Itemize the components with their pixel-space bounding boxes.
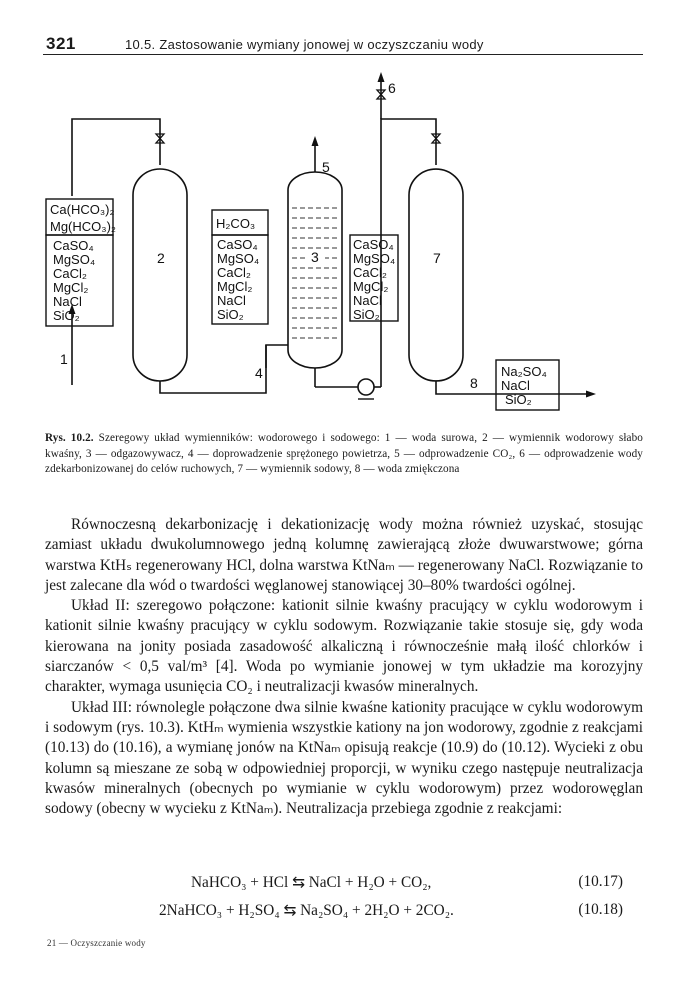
page-header: [43, 34, 643, 56]
column-7: [409, 169, 463, 381]
label-3: 3: [311, 249, 319, 265]
label-1: 1: [60, 351, 68, 367]
after3-salt-2: MgSO₄: [353, 251, 396, 266]
after2-salt-1: CaSO₄: [217, 237, 258, 252]
equation-row: [45, 901, 643, 929]
co2-outlet-arrow: [312, 136, 319, 146]
column-2: [133, 169, 187, 381]
outlet-salt-1: Na₂SO₄: [501, 364, 547, 379]
inlet-salt-5: NaCl: [53, 294, 82, 309]
inlet-salt-6: SiO₂: [53, 308, 80, 323]
after3-salt-6: SiO₂: [353, 307, 380, 322]
degasser-3: [288, 172, 342, 368]
page-number: 321: [46, 34, 76, 53]
page-footer: 21 — Oczyszczanie wody: [47, 938, 146, 948]
after3-salt-1: CaSO₄: [353, 237, 394, 252]
figure-caption: [45, 431, 643, 478]
hard-water-1: Ca(HCO₃)₂: [50, 202, 115, 217]
header-rule: [43, 54, 643, 55]
paragraph: Równoczesną dekarbonizację i dekationizację wody można również uzyskać, stosując zamiast układu dwukolumnowego jedną kolumnę zawierającą złoże dwuwarstwowe; górna warstwa KtHₛ regenerowany HCl, dolna warstwa KtNaₘ — regenerowany NaCl. Rozwiązanie to jest zalecane dla wód o twardości węglanowej stanowiącej 30–80% twardości ogólnej.: [45, 516, 643, 594]
after2-salt-6: SiO₂: [217, 307, 244, 322]
caption-text: Szeregowy układ wymienników: wodorowego i sodowego: 1 — woda surowa, 2 — wymiennik wodorowy słabo kwaśny, 3 — odgazowywacz, 4 — doprowadzenie sprężonego powietrza, 5 — odprowadzenie CO₂, 6 — odprowadzenie wody zdekarbonizowanej do celów ruchowych, 7 — wymiennik sodowy, 8 — woda zmiękczona: [45, 432, 643, 476]
after2-salt-3: CaCl₂: [217, 265, 251, 280]
running-title: 10.5. Zastosowanie wymiany jonowej w oczyszczaniu wody: [125, 37, 484, 52]
feed-pipe-2: [72, 119, 160, 196]
paragraph: Układ III: równolegle połączone dwa silnie kwaśne kationity pracujące w cyklu wodorowym i sodowym (rys. 10.3). KtHₘ wymienia wszystkie kationy na jon wodorowy, zgodnie z reakcjami (10.13) do (10.16), a wymianę jonów na KtNaₘ opisują reakcje (10.9) do (10.12). Wycieki z obu kolumn są mieszane ze sobą w odpowiedniej proporcji, w wyniku czego następuje neutralizacja kwasów mineralnych (obecnych po wymianie w cyklu wodorowym) przez wodorowęglan sodowy (obecny w wycieku z KtNaₘ). Neutralizacja przebiega zgodnie z reakcjami:: [45, 698, 643, 818]
hard-water-2: Mg(HCO₃)₂: [50, 219, 116, 234]
pump: [358, 379, 374, 395]
equation-number: (10.17): [578, 873, 623, 890]
equation-formula: NaHCO₃ + HCl ⇆ NaCl + H₂O + CO₂,: [191, 874, 432, 891]
equations: [45, 873, 643, 929]
degasser-packing: [292, 208, 338, 338]
outlet-salt-3: SiO₂: [505, 392, 532, 407]
inlet-salt-4: MgCl₂: [53, 280, 89, 295]
paragraph: Układ II: szeregowo połączone: kationit silnie kwaśny pracujący w cyklu wodorowym i kationit silnie kwaśny pracujący w cyklu sodowym. Rozwiązanie takie stosuje się, gdy woda kierowana na jonity posiada zasadowość alkaliczną i równocześnie małą ilość chlorków i siarczanów < 0,5 val/m³ [4]. Woda po wymianie jonowej w tym układzie ma korozyjny charakter, wymaga usunięcia CO₂ i neutralizacji kwasów mineralnych.: [45, 597, 643, 696]
label-8: 8: [470, 375, 478, 391]
after2-salt-5: NaCl: [217, 293, 246, 308]
inlet-salt-3: CaCl₂: [53, 266, 87, 281]
equation-row: [45, 873, 643, 901]
after3-salt-5: NaCl: [353, 293, 382, 308]
label-7: 7: [433, 250, 441, 266]
label-6: 6: [388, 80, 396, 96]
label-5: 5: [322, 159, 330, 175]
inlet-salt-2: MgSO₄: [53, 252, 96, 267]
caption-label: Rys. 10.2.: [45, 432, 94, 444]
after3-salt-3: CaCl₂: [353, 265, 387, 280]
label-4: 4: [255, 365, 263, 381]
equation-formula: 2NaHCO₃ + H₂SO₄ ⇆ Na₂SO₄ + 2H₂O + 2CO₂.: [159, 902, 454, 919]
after3-salt-4: MgCl₂: [353, 279, 389, 294]
equation-number: (10.18): [578, 901, 623, 918]
after2-salt-2: MgSO₄: [217, 251, 260, 266]
h2co3-label: H₂CO₃: [216, 216, 256, 231]
body-text: [45, 515, 643, 819]
inlet-salt-1: CaSO₄: [53, 238, 94, 253]
label-2: 2: [157, 250, 165, 266]
outlet-6-arrow: [378, 72, 385, 82]
pipe-2-to-3: [160, 345, 288, 393]
ion-exchange-diagram: [0, 60, 689, 415]
outlet-8-arrow: [586, 391, 596, 398]
outlet-salt-2: NaCl: [501, 378, 530, 393]
after2-salt-4: MgCl₂: [217, 279, 253, 294]
